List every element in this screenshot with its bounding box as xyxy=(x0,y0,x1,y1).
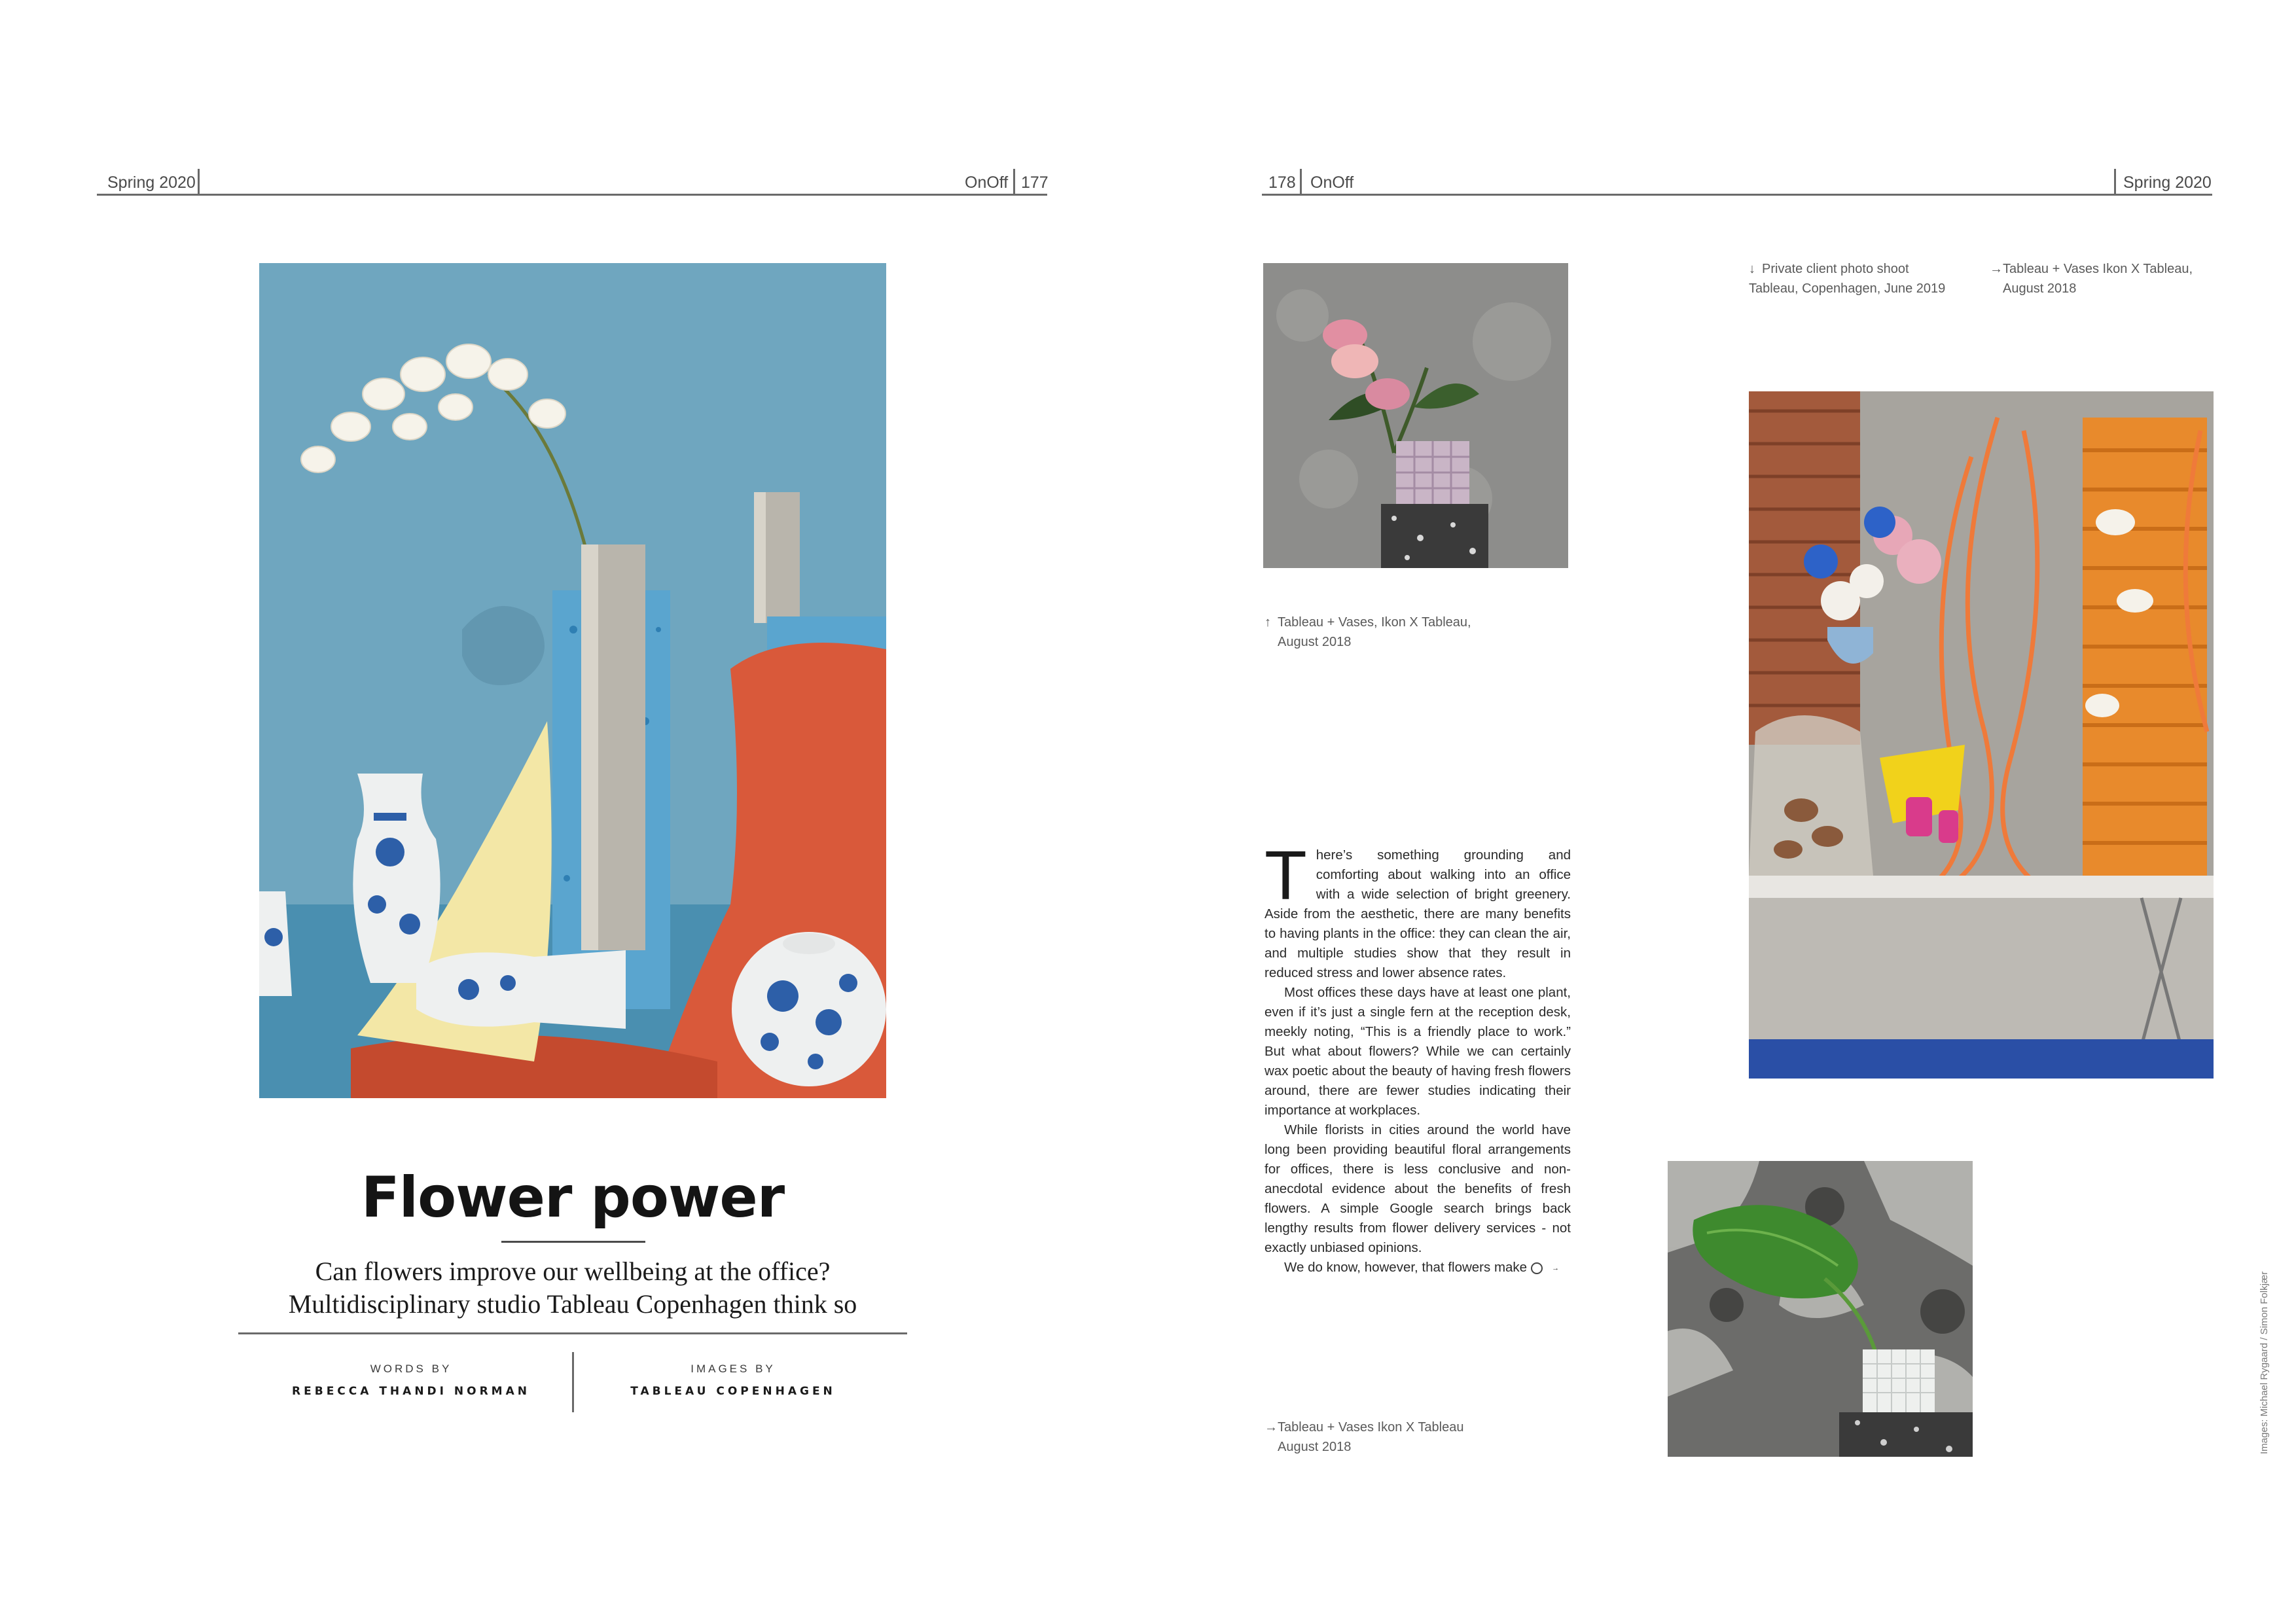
caption-arrow-down: ↓ xyxy=(1749,262,1755,276)
paragraph-1: There’s something grounding and comforting about walking into an office with a wide selection of bright greenery. Aside from the aesthetic, there are many benefits to having plants in the office: they can clean the air, and multiple studies show that they result in reduced stress and lower absence rates. xyxy=(1265,837,1571,980)
caption-private-shoot: ↓ Private client photo shoot Tableau, Copenhagen, June 2019 xyxy=(1749,259,1971,298)
caption-monstera: →Tableau + Vases Ikon X Tableau August 2018 xyxy=(1265,1418,1513,1457)
image-credit: Images: Michael Rygaard / Simon Folkjær xyxy=(2259,1271,2270,1454)
orange-pipes-photo xyxy=(1749,391,2214,1079)
right-header-page-number: 178 xyxy=(1268,173,1296,192)
caption-arrow-right: → xyxy=(1265,1420,1278,1435)
words-by-label: WORDS BY xyxy=(370,1363,452,1375)
photographer-name: TABLEAU COPENHAGEN xyxy=(630,1385,836,1398)
still-life-photo xyxy=(259,263,886,1098)
right-header-divider-2 xyxy=(2114,169,2116,195)
right-header-season: Spring 2020 xyxy=(2123,173,2212,192)
subtitle-line-2: Multidisciplinary studio Tableau Copenhagen think so xyxy=(288,1289,857,1319)
left-header-magazine: OnOff xyxy=(965,173,1009,192)
title-divider xyxy=(501,1241,645,1243)
monstera-leaf-photo xyxy=(1668,1161,1973,1457)
article-title: Flower power xyxy=(361,1165,785,1230)
right-header-divider xyxy=(1300,169,1302,195)
subtitle-line-1: Can flowers improve our wellbeing at the office? xyxy=(315,1257,831,1286)
credits-divider xyxy=(572,1352,574,1412)
continue-arrow-icon[interactable]: → xyxy=(1531,1262,1543,1274)
anthurium-vase-photo xyxy=(1263,263,1568,568)
right-header-magazine: OnOff xyxy=(1310,173,1354,192)
drop-cap: T xyxy=(1265,837,1307,914)
images-credit xyxy=(596,1363,870,1398)
images-by-label: IMAGES BY xyxy=(691,1363,776,1375)
credits-rule xyxy=(238,1332,907,1334)
left-header-page-number: 177 xyxy=(1021,173,1049,192)
caption-arrow-up: ↑ xyxy=(1265,615,1271,630)
paragraph-3: While florists in cities around the world have long been providing beautiful floral arrangements for offices, there is less conclusive and non-anecdotal evidence about the benefits of fresh flowers. A simple Google search brings back lengthy results from flower delivery services - not exactly unbiased opinions. xyxy=(1265,1122,1571,1255)
left-header-rule xyxy=(97,194,1047,196)
article-body xyxy=(1265,837,1571,1277)
paragraph-2: Most offices these days have at least one plant, even if it’s just a single fern at the reception desk, meekly noting, “This is a friendly place to work.” But what about flowers? While we can certainly wax poetic about the beauty of having fresh flowers around, there are fewer studies indicating their importance at workplaces. xyxy=(1265,985,1571,1118)
left-header-season: Spring 2020 xyxy=(107,173,196,192)
left-header-divider-2 xyxy=(1013,169,1015,195)
right-header-rule xyxy=(1262,194,2212,196)
paragraph-4: We do know, however, that flowers make → xyxy=(1284,1260,1560,1275)
caption-arrow-right: → xyxy=(1990,262,2003,276)
article-subtitle xyxy=(238,1255,907,1321)
words-credit xyxy=(274,1363,548,1398)
caption-anthurium: ↑ Tableau + Vases, Ikon X Tableau, August 2018 xyxy=(1265,613,1513,652)
caption-ikon-tableau: →Tableau + Vases Ikon X Tableau, August 2018 xyxy=(1990,259,2212,298)
left-header-divider xyxy=(198,169,200,195)
author-name: REBECCA THANDI NORMAN xyxy=(292,1385,530,1398)
